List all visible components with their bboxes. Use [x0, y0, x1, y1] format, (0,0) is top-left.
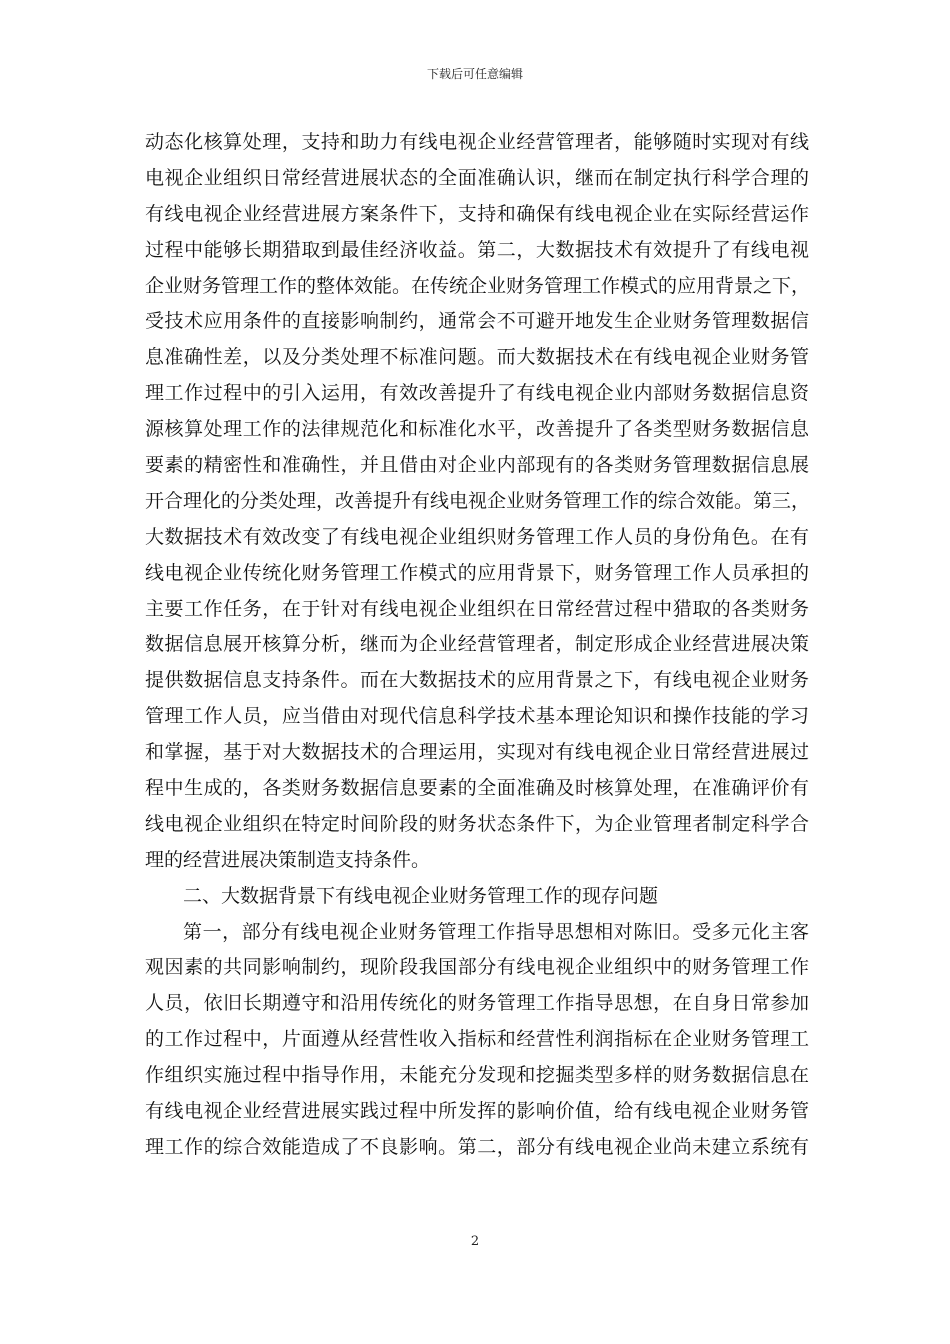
body-line: 电视企业组织日常经营进展状态的全面准确认识，继而在制定执行科学合理的	[145, 166, 809, 189]
page-number: 2	[470, 1234, 480, 1249]
body-line: 开合理化的分类处理，改善提升有线电视企业财务管理工作的综合效能。第三，	[145, 489, 811, 512]
body-line: 大数据技术有效改变了有线电视企业组织财务管理工作人员的身份角色。在有	[145, 525, 809, 548]
body-line: 的工作过程中，片面遵从经营性收入指标和经营性利润指标在企业财务管理工	[145, 1028, 809, 1051]
body-line: 理工作过程中的引入运用，有效改善提升了有线电视企业内部财务数据信息资	[145, 382, 809, 405]
paragraph-first-line: 第一，部分有线电视企业财务管理工作指导思想相对陈旧。受多元化主客	[183, 920, 809, 943]
body-line: 和掌握，基于对大数据技术的合理运用，实现对有线电视企业日常经营进展过	[145, 741, 809, 764]
body-line: 管理工作人员，应当借由对现代信息科学技术基本理论知识和操作技能的学习	[145, 705, 809, 728]
page-header: 下载后可任意编辑	[426, 67, 523, 81]
body-line: 过程中能够长期猎取到最佳经济收益。第二，大数据技术有效提升了有线电视	[145, 238, 809, 261]
document-body	[145, 125, 809, 1166]
body-line: 息准确性差，以及分类处理不标准问题。而大数据技术在有线电视企业财务管	[145, 346, 809, 369]
body-line: 线电视企业组织在特定时间阶段的财务状态条件下，为企业管理者制定科学合	[145, 812, 809, 835]
paragraph-end-line: 理的经营进展决策制造支持条件。	[145, 848, 431, 871]
body-line: 要素的精密性和准确性，并且借由对企业内部现有的各类财务管理数据信息展	[145, 454, 809, 477]
body-line: 理工作的综合效能造成了不良影响。第二，部分有线电视企业尚未建立系统有	[145, 1135, 809, 1158]
body-line: 源核算处理工作的法律规范化和标准化水平，改善提升了各类型财务数据信息	[145, 418, 809, 441]
body-line: 观因素的共同影响制约，现阶段我国部分有线电视企业组织中的财务管理工作	[145, 956, 809, 979]
body-line: 有线电视企业经营进展实践过程中所发挥的影响价值，给有线电视企业财务管	[145, 1100, 809, 1123]
body-line: 提供数据信息支持条件。而在大数据技术的应用背景之下，有线电视企业财务	[145, 669, 809, 692]
body-line: 企业财务管理工作的整体效能。在传统企业财务管理工作模式的应用背景之下，	[145, 274, 811, 297]
body-line: 作组织实施过程中指导作用，未能充分发现和挖掘类型多样的财务数据信息在	[145, 1064, 809, 1087]
body-line: 动态化核算处理，支持和助力有线电视企业经营管理者，能够随时实现对有线	[145, 131, 809, 153]
section-heading: 二、大数据背景下有线电视企业财务管理工作的现存问题	[183, 884, 659, 907]
body-line: 主要工作任务，在于针对有线电视企业组织在日常经营过程中猎取的各类财务	[145, 597, 809, 620]
body-line: 数据信息展开核算分析，继而为企业经营管理者，制定形成企业经营进展决策	[145, 633, 809, 656]
body-line: 人员，依旧长期遵守和沿用传统化的财务管理工作指导思想，在自身日常参加	[145, 992, 809, 1015]
body-line: 有线电视企业经营进展方案条件下，支持和确保有线电视企业在实际经营运作	[145, 202, 809, 225]
body-line: 受技术应用条件的直接影响制约，通常会不可避开地发生企业财务管理数据信	[145, 310, 809, 333]
body-line: 线电视企业传统化财务管理工作模式的应用背景下，财务管理工作人员承担的	[145, 561, 809, 584]
body-line: 程中生成的，各类财务数据信息要素的全面准确及时核算处理，在准确评价有	[145, 777, 809, 800]
